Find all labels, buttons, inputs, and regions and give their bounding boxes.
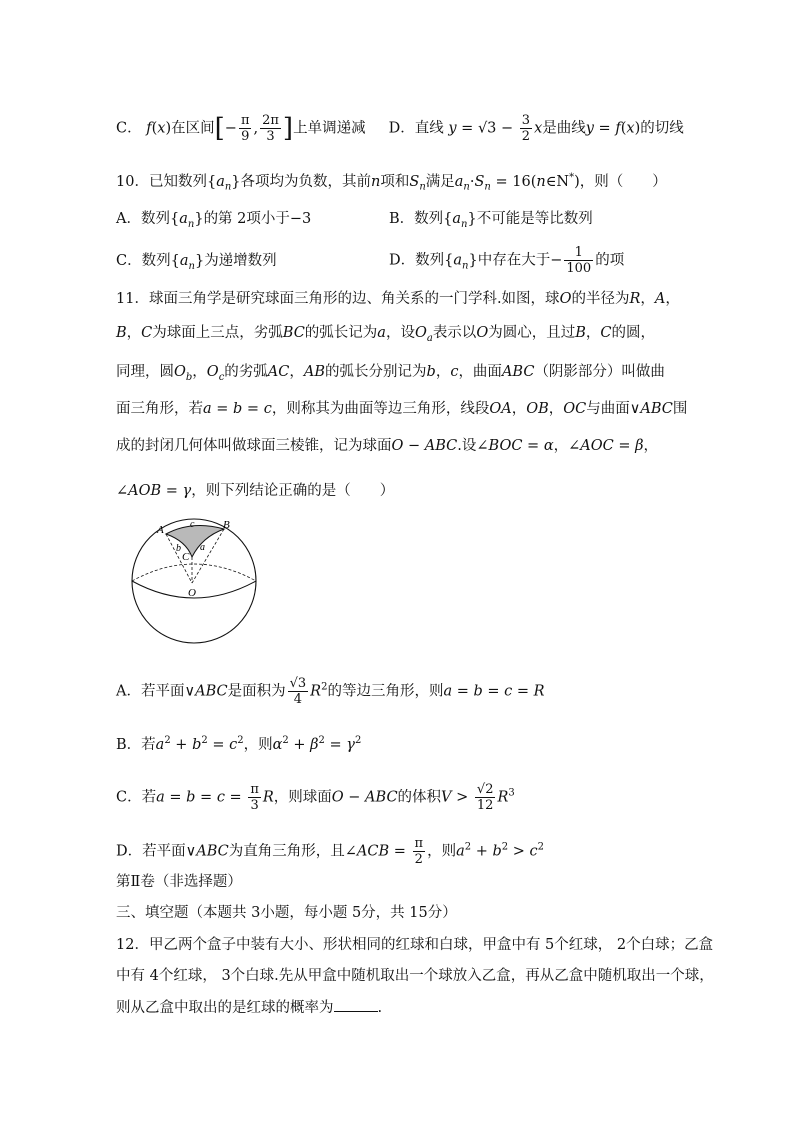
label-arc-a: a (200, 542, 205, 553)
q11-option-a: A．若平面∨ABC是面积为 $\frac{√3}{4}$ $R^2$的等边三角形，则a = b = c = R (116, 676, 545, 707)
q9-c-end: 上单调递减 (293, 120, 366, 137)
q11-line-2: B，C为球面上三点，劣弧BC的弧长记为a，设$O_a$表示以O为圆心，且过B，C的圆， (116, 325, 655, 344)
q11-line-4: 面三角形，若a = b = c，则称其为曲面等边三角形，线段OA，OB，OC与曲面∨ABC围 (116, 401, 688, 417)
label-arc-b: b (176, 543, 181, 554)
q9-cd-line: C． f(x)在区间[− $\frac{\pi}{9}$ , $\frac{2\pi}{3}$ ]上单调递减 D．直线 y = √3 − $\frac{3}{2}$ x是曲线y = f(x)的切线 (116, 113, 684, 144)
equator-back (132, 564, 256, 581)
q9-option-d-label: D．直线 (388, 120, 444, 137)
section-title: 第Ⅱ卷（非选择题） (116, 874, 242, 890)
label-arc-c: c (190, 519, 195, 530)
q11-option-b: B．若$a^2 + b^2 = c^2$，则$\alpha^2 + \beta^2 = \gamma^2$ (116, 735, 362, 753)
label-o-point: O (188, 587, 196, 599)
q11-line-3: 同理，圆$O_b$，$O_c$的劣弧AC，AB的弧长分别记为b，c，曲面ABC（阴影部分）叫做曲 (116, 364, 665, 383)
q9-option-c-label: C． (116, 120, 142, 137)
label-b-point: B (223, 519, 230, 531)
sphere-figure (130, 515, 260, 650)
q9-d-mid: 是曲线 (542, 120, 586, 137)
q10-option-d: D．数列$\{a_n\}$中存在大于− $\frac{1}{100}$ 的项 (389, 245, 625, 276)
q11-line-5: 成的封闭几何体叫做球面三棱锥，记为球面O − ABC.设∠BOC = α，∠AOC = β， (116, 438, 659, 454)
section-part3-heading: 三、填空题（本题共 3小题，每小题 5分，共 15分） (116, 905, 457, 921)
q9-d-end: 的切线 (640, 120, 684, 137)
q11-line-1: 11．球面三角学是研究球面三角形的边、角关系的一门学科.如图，球O的半径为R，A， (116, 291, 680, 307)
spherical-triangle (166, 525, 224, 557)
q11-option-d: D．若平面∨ABC为直角三角形，且∠ACB = $\frac{\pi}{2}$ ，则$a^2 + b^2 > c^2$ (116, 836, 545, 867)
q10-option-c: C．数列$\{a_n\}$为递增数列 (116, 253, 277, 272)
q11-line-6: ∠AOB = γ，则下列结论正确的是（ ） (116, 483, 395, 499)
q10-stem: 10．已知数列$\{a_n\}$各项均为负数，其前n项和$S_n$满足$a_n\cdot S_n$ = 16(n∈N*)，则（ ） (116, 172, 667, 193)
q12-line-3: 则从乙盒中取出的是红球的概率为 . (116, 997, 382, 1018)
q10-option-b: B．数列$\{a_n\}$不可能是等比数列 (389, 211, 593, 230)
q9-c-mid: 在区间 (171, 120, 215, 137)
q11-option-c: C．若a = b = c = $\frac{\pi}{3}$ R，则球面O − ABC的体积V > $\frac{√2}{12}$ $R^3$ (116, 782, 515, 813)
label-c-point: C (182, 551, 190, 563)
q12-line-1: 12．甲乙两个盒子中装有大小、形状相同的红球和白球，甲盒中有 5个红球， 2个白球；乙盒 (116, 937, 714, 953)
q10-option-a: A．数列$\{a_n\}$的第 2项小于−3 (116, 211, 312, 230)
q12-line-2: 中有 4个红球， 3个白球.先从甲盒中随机取出一个球放入乙盒，再从乙盒中随机取出一个球， (116, 968, 714, 984)
label-a-point: A (157, 524, 164, 536)
answer-blank[interactable] (334, 997, 378, 1012)
